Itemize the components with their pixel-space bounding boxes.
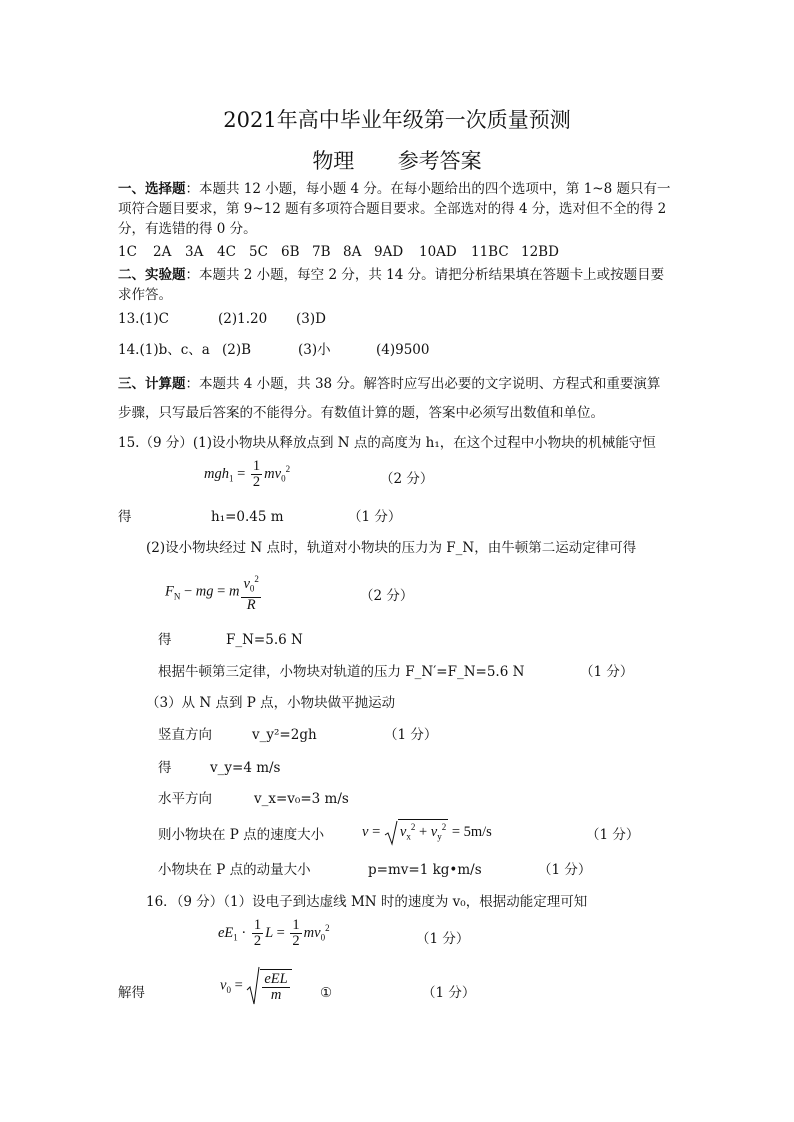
q15-horizontal-equation: v_x=v₀=3 m/s bbox=[254, 791, 349, 807]
q15-fn-result: F_N=5.6 N bbox=[226, 632, 303, 648]
answer-item: 10AD bbox=[419, 244, 457, 260]
q16-jiede-label: 解得 bbox=[118, 985, 145, 1001]
q15-energy-equation: mgh$_1$ = $\frac{1}{2}$ $mv_0^2$ bbox=[204, 458, 291, 490]
section3-desc-line2: 步骤，只写最后答案的不能得分。有数值计算的题，答案中必须写出数值和单位。 bbox=[118, 405, 604, 421]
q13-answer-1: 13.(1)C bbox=[118, 311, 169, 327]
answer-item: 8A bbox=[343, 244, 362, 260]
section3-desc-line1: 三、计算题：本题共 4 小题，共 38 分。解答时应写出必要的文字说明、方程式和重要演算 bbox=[118, 376, 661, 392]
section2-heading: 二、实验题 bbox=[118, 267, 186, 283]
q13-answer-2: (2)1.20 bbox=[218, 311, 268, 327]
q15-vy-result: v_y=4 m/s bbox=[210, 760, 281, 776]
q15-momentum-score: （1 分） bbox=[538, 862, 592, 878]
equation-number-1: ① bbox=[320, 985, 333, 1001]
page-subtitle bbox=[0, 145, 794, 175]
section1-heading: 一、选择题 bbox=[118, 181, 186, 197]
subject-label: 物理 bbox=[312, 149, 355, 173]
q15-eq1-score: （2 分） bbox=[380, 471, 434, 487]
section2-desc-line1: 二、实验题：本题共 2 小题，每空 2 分，共 14 分。请把分析结果填在答题卡上或按题目要 bbox=[118, 267, 665, 283]
q15-speed-equation: $v = v_x^2 + v_y^2 = 5m/s$ bbox=[362, 819, 492, 846]
q15-momentum-label: 小物块在 P 点的动量大小 bbox=[158, 862, 311, 878]
page-title: 2021年高中毕业年级第一次质量预测 bbox=[223, 108, 571, 132]
q13-answer-3: (3)D bbox=[296, 311, 326, 327]
answer-item: 11BC bbox=[471, 244, 509, 260]
answer-item: 4C bbox=[217, 244, 236, 260]
q14-answer-2: (2)B bbox=[222, 342, 252, 358]
q14-answer-4: (4)9500 bbox=[376, 342, 430, 358]
answer-key-label: 参考答案 bbox=[397, 149, 482, 173]
q16-v0-equation: $v_0$ = $\frac{\text{eEL}}{m}$ bbox=[220, 966, 292, 1006]
q15-h1-result: h₁=0.45 m bbox=[211, 509, 284, 525]
q15-horizontal-label: 水平方向 bbox=[158, 791, 212, 807]
answer-item: 6B bbox=[281, 244, 300, 260]
sqrt-icon bbox=[384, 820, 398, 846]
answer-item: 9AD bbox=[374, 244, 404, 260]
q15-intro: 15.（9 分）(1)设小物块从释放点到 N 点的高度为 h₁，在这个过程中小物块的机械能守恒 bbox=[118, 435, 656, 451]
q16-intro: 16．（9 分）（1）设电子到达虚线 MN 时的速度为 v₀，根据动能定理可知 bbox=[146, 894, 588, 910]
q15-third-law: 根据牛顿第三定律，小物块对轨道的压力 F_N′=F_N=5.6 N bbox=[158, 664, 525, 680]
q15-vertical-score: （1 分） bbox=[384, 727, 438, 743]
q16-eq2-score: （1 分） bbox=[422, 985, 476, 1001]
q15-speed-score: （1 分） bbox=[586, 827, 640, 843]
q15-de-label-2: 得 bbox=[158, 632, 172, 648]
section1-desc-line2: 项符合题目要求，第 9~12 题有多项符合题目要求。全部选对的得 4 分，选对但不全的得 2 bbox=[118, 201, 667, 217]
q15-part2-text: (2)设小物块经过 N 点时，轨道对小物块的压力为 F_N，由牛顿第二运动定律可得 bbox=[146, 540, 637, 556]
q15-h1-score: （1 分） bbox=[348, 509, 402, 525]
q15-third-law-score: （1 分） bbox=[580, 664, 634, 680]
q16-eq1-score: （1 分） bbox=[416, 931, 470, 947]
q14-answer-1: 14.(1)b、c、a bbox=[118, 342, 210, 358]
q15-eq2-score: （2 分） bbox=[360, 588, 414, 604]
q15-de-label-3: 得 bbox=[158, 760, 172, 776]
answer-item: 1C bbox=[118, 244, 137, 260]
choice-answers bbox=[118, 243, 559, 261]
q15-newton-equation: $F_N$ − mg = m $\frac{v_0^2}{R}$ bbox=[165, 574, 259, 613]
answer-item: 12BD bbox=[521, 244, 559, 260]
answer-item: 3A bbox=[185, 244, 204, 260]
q15-vertical-equation: v_y²=2gh bbox=[252, 727, 317, 743]
section3-heading: 三、计算题 bbox=[118, 376, 186, 392]
q15-vertical-label: 竖直方向 bbox=[158, 727, 212, 743]
q15-momentum-equation: p=mv=1 kg•m/s bbox=[368, 862, 482, 878]
section1-desc-line3: 分，有选错的得 0 分。 bbox=[118, 221, 257, 237]
q16-energy-equation: $eE_1$ · $\frac{1}{2}$ L = $\frac{1}{2}$ $mv_0^2$ bbox=[218, 917, 330, 949]
q15-de-label-1: 得 bbox=[118, 509, 132, 525]
answer-item: 7B bbox=[312, 244, 331, 260]
section1-desc-line1: 一、选择题：本题共 12 小题，每小题 4 分。在每小题给出的四个选项中，第 1~8 题只有一 bbox=[118, 181, 671, 197]
q14-answer-3: (3)小 bbox=[298, 342, 331, 358]
q15-speed-label: 则小物块在 P 点的速度大小 bbox=[158, 827, 325, 843]
section2-desc-line2: 求作答。 bbox=[118, 287, 172, 303]
q15-part3-text: （3）从 N 点到 P 点，小物块做平抛运动 bbox=[146, 695, 396, 711]
sqrt-icon bbox=[246, 966, 260, 1006]
answer-item: 2A bbox=[153, 244, 172, 260]
answer-item: 5C bbox=[249, 244, 268, 260]
